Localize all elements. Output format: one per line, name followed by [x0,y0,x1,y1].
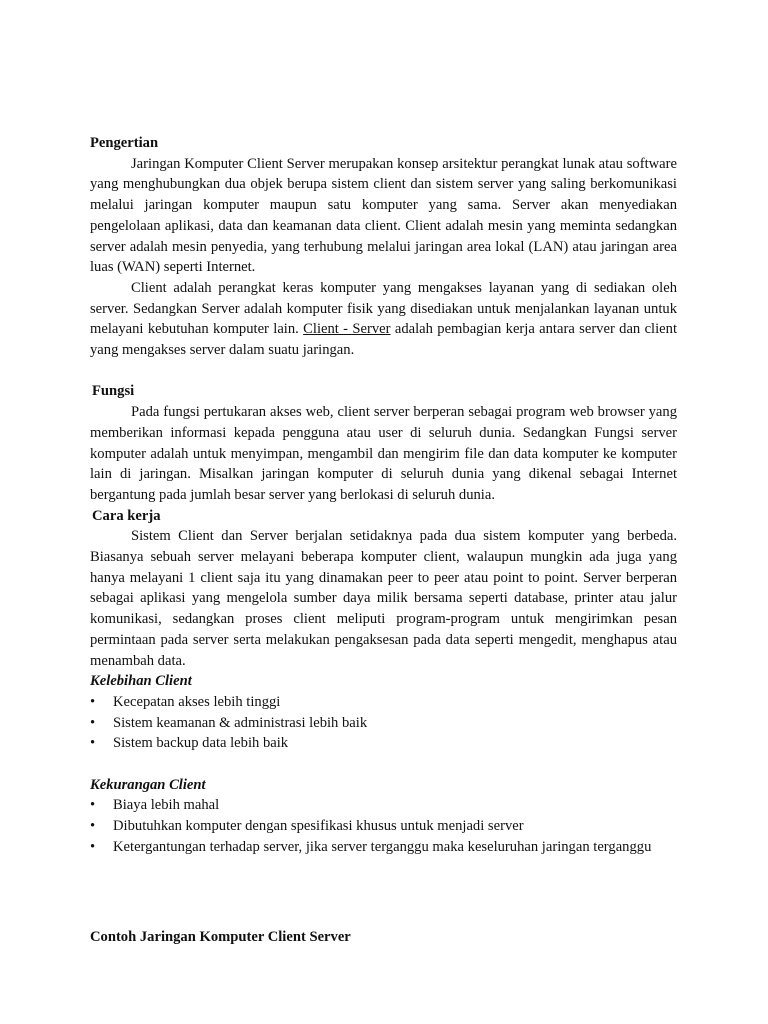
paragraph-pengertian-2 [90,278,677,361]
list-item: • Biaya lebih mahal [90,795,677,816]
paragraph-text: adalah pembagian kerja antara server dan client yang mengakses server dalam suatu jaringan. [90,321,677,359]
heading-pengertian: Pengertian [90,135,159,151]
list-item: • Sistem backup data lebih baik [90,733,677,754]
paragraph-text: Client adalah perangkat keras komputer yang mengakses layanan yang di sediakan oleh server. Sedangkan Server adalah komputer fisik yang disediakan untuk menjalankan layanan untuk melayani kebutuhan komputer lain. [90,279,677,338]
heading-contoh: Contoh Jaringan Komputer Client Server [90,928,351,945]
document-body [90,133,677,858]
spacer [90,361,677,382]
list-kekurangan [90,795,677,857]
heading-kelebihan-client: Kelebihan Client [90,673,192,690]
client-server-link[interactable]: Client - Server [303,321,391,338]
spacer [90,754,677,775]
heading-cara-kerja: Cara kerja [92,507,161,524]
list-item: • Kecepatan akses lebih tinggi [90,692,677,713]
heading-fungsi: Fungsi [92,383,135,400]
list-item: • Ketergantungan terhadap server, jika server terganggu maka keseluruhan jaringan terganggu [90,837,677,858]
list-item: • Sistem keamanan & administrasi lebih baik [90,713,677,734]
paragraph-fungsi: Pada fungsi pertukaran akses web, client server berperan sebagai program web browser yang memberikan informasi kepada pengguna atau user di seluruh dunia. Sedangkan Fungsi server komputer adalah untuk menyimpan, mengambil dan mengirim file dan data komputer ke komputer lain di jaringan. Misalkan jaringan komputer di seluruh dunia yang dikenal sebagai Internet bergantung pada jumlah besar server yang berlokasi di seluruh dunia. [90,404,677,503]
heading-kekurangan-client: Kekurangan Client [90,776,206,793]
paragraph-pengertian-1: Jaringan Komputer Client Server merupakan konsep arsitektur perangkat lunak atau software yang menghubungkan dua objek berupa sistem client dan sistem server yang saling berkomunikasi melalui jaringan komputer maupun satu komputer yang sama. Server akan menyediakan pengelolaan aplikasi, data dan keamanan data client. Client adalah mesin yang meminta sedangkan server adalah mesin penyedia, yang terhubung melalui jaringan area lokal (LAN) atau jaringan area luas (WAN) seperti Internet. [90,155,677,276]
list-item: • Dibutuhkan komputer dengan spesifikasi khusus untuk menjadi server [90,816,677,837]
paragraph-cara-kerja: Sistem Client dan Server berjalan setidaknya pada dua sistem komputer yang berbeda. Biasanya sebuah server melayani beberapa komputer client, walaupun mungkin ada juga yang hanya melayani 1 client saja itu yang dinamakan peer to peer atau point to point. Server berperan sebagai aplikasi yang mengelola sumber daya milik bersama seperti database, printer atau jalur komunikasi, sedangkan proses client meliputi program-program untuk mengirimkan pesan permintaan pada server serta melakukan pengaksesan pada data seperti mengedit, menghapus atau menambah data. [90,528,677,669]
list-kelebihan [90,692,677,754]
